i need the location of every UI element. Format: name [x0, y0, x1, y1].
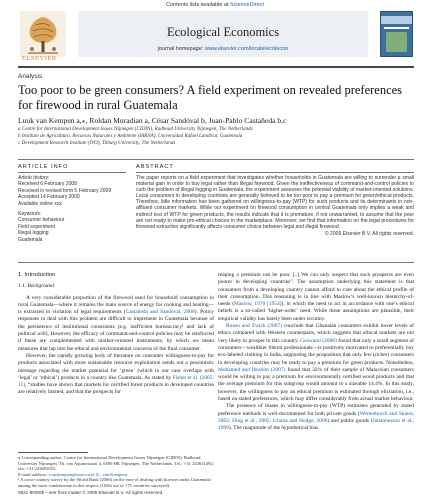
citation-link[interactable]: Castañeda and Sandoval, 2008 — [125, 309, 195, 316]
paragraph-text: The presence of biases in willingness-to-pay (WTP) estimates generated by stated preference methods is well-documented for both private goods ( — [218, 403, 414, 417]
body-right-column — [218, 272, 414, 433]
sciencedirect-link[interactable]: ScienceDirect — [229, 2, 264, 8]
article-info-heading: ARTICLE INFO — [18, 164, 69, 170]
keywords-label: Keywords: — [18, 211, 42, 218]
journal-header — [18, 11, 414, 66]
paragraph-text: reaping a premium can be poor. [..] We can only suspect that such prospects are even poorer in developing countries”. The assumption underlying this statement is that consumers from a developing country cannot afford to care about the ethical profile of their consumption. This reasoning is in line with Maslow’s well-known hierarchy-of-needs ( — [218, 272, 414, 308]
affiliation-c: c Development Research Institute (IVO), Tilburg University, The Netherlands — [18, 139, 176, 146]
journal-homepage — [78, 46, 368, 52]
front-matter-line: 0921-8009/$ – see front matter © 2009 Elsevier B.V. All rights reserved. — [18, 490, 164, 495]
footnote-1: ¹ A cross-country survey by the World Bank (2006) on the ease of dealing with licences ranks Guatemala among the most cumbersome in this respect (165th out of 175 countries surveyed). — [18, 477, 211, 488]
abstract-heading: ABSTRACT — [136, 164, 174, 170]
keyword: Illegal logging — [18, 230, 49, 237]
journal-title: Ecological Economics — [166, 25, 280, 39]
paragraph — [18, 295, 214, 353]
title-divider — [18, 159, 414, 160]
abstract-heading-rule — [136, 172, 414, 173]
corresponding-author-note: ⁎ Corresponding author. Centre for International Development Issues Nijmegen (CIDIN), Radboud University Nijmegen, Th. van Aquinostraat 4, 6500 HK Nijmegen, The Netherlands. Tel.: +31 243611492; fax: +31 243693952. — [18, 455, 214, 472]
info-heading-rule — [18, 172, 126, 173]
article-title: Too poor to be green consumers? A field experiment on revealed preferences for firewood in rural Guatemala — [18, 83, 403, 112]
journal-banner — [78, 11, 368, 57]
contents-available-bar — [0, 0, 430, 10]
citation-link[interactable]: Maslow, 1970 [1954] — [234, 301, 282, 308]
section-heading: 1. Introduction — [18, 272, 56, 278]
history-online: Available online xxx — [18, 200, 62, 207]
citation-link[interactable]: Mohamed and Ibrahim (2007) — [218, 366, 286, 373]
footnote-rule — [18, 452, 88, 453]
paragraph-text: However, the rapidly growing body of literature on consumer willingness-to-pay for products associated with more sustainable resource exploitation sends out a pessimistic message regarding the market potential for ‘green’ (which in our case overlaps with ‘legal’ or ‘ethical’) products in a country like Guatemala. As stated by — [18, 352, 214, 381]
footnotes — [18, 455, 214, 489]
paragraph-text: ). Policy responses to deal with this problem are difficult to implement in Guatemala because of the persistence of institutional constraints (e.g. inefficient bureaucracy¹ and lack of political will). However, the efficacy of command-and-control policies may be reinforced if these are complemented with market-oriented instruments, by which we mean measures that tap into the ethical and environmental concerns of the final consumer. — [18, 309, 214, 352]
journal-cover-icon — [380, 11, 413, 57]
history-received: Received 6 February 2008 — [18, 181, 77, 188]
citation-link[interactable]: Fisher et al. (2005: 11) — [18, 374, 214, 389]
email-link[interactable]: l.vankempen@maw.ru.nl (L. van Kempen). — [48, 471, 129, 477]
paragraph-text: ), in which the need to act in accordance with one’s ethical beliefs is a so-called ‘higher-order’ need. While these assumptions are plausible, their empirical validity has barely been under scrutiny. — [218, 301, 414, 322]
paragraph-text: , “studies have shown that markets for certified forest products in developed countries are relatively limited, and that the prospects for — [18, 382, 214, 396]
body-left-column — [18, 272, 214, 397]
article-info — [18, 175, 126, 243]
paragraph — [218, 403, 414, 432]
keyword: Consumer behaviour — [18, 217, 65, 224]
paragraph-text: found that 32% of their sample of Malaysian consumers would be willing to pay a premium for environmentally certified wood products and that the average premium for this subgroup would amount to a sizeable 14.4%. In this study, however, the willingness to pay an ethical premium is estimated through elicitation, i.e., based on stated preferences, which may differ considerably from actual market behaviour. — [218, 366, 414, 403]
history-label: Article history: — [18, 175, 50, 181]
email-label: E-mail address: — [18, 471, 49, 477]
paragraph — [18, 353, 214, 397]
paragraph-text: ) and public goods ( — [327, 417, 373, 424]
abstract-text: The paper reports on a field experiment that investigates whether households in Guatemala are willing to surrender a small material gain in order to buy legal rather than illegal firewood. Given the ineffectiveness of command-and-control policies to curb the problem of illegal logging in Guatemala, the experiment assesses the potential viability of market-oriented solutions. Local consumers in developing countries are generally believed to be too poor to pay a premium for green/ethical products. Therefore, little information has been gathered on willingness-to-pay (WTP) for such products and its determinants in non-affluent consumer markets. While our experiment on firewood consumption in central Guatemala only implies a weak and indirect test of WTP for green products, the results indicate that it is premature, if not unwarranted, to assume that the poor are not ready to make pro-ethical choices in the marketplace. Moreover, we find that information on the legal procedures for firewood extraction significantly affects consumer choice between legal and illegal firewood. — [136, 175, 414, 230]
paragraph-text: ). The magnitude of the hypothetical bias — [228, 425, 319, 432]
history-accepted: Accepted 14 February 2009 — [18, 194, 80, 201]
affiliation-a: a Centre for International Development Issues Nijmegen (CIDIN), Radboud University Nijmegen, The Netherlands — [18, 126, 253, 132]
affiliation-b: b Instituto de Agricultura, Recursos Naturales y Ambiente (IARNA), Universidad Rafael Landívar, Guatemala — [18, 132, 243, 139]
header-divider — [18, 66, 414, 68]
paragraph-text: conclude that Ghanaian consumers exhibit lower levels of ethics compared with Western counterparts, which suggests that ethical markets are not very likely to prosper in this country. — [218, 323, 414, 344]
history-revised: Received in revised form 5 February 2009 — [18, 187, 112, 194]
citation-link[interactable]: Goswami (2008) — [300, 337, 337, 344]
abstract-copyright: © 2009 Elsevier B.V. All rights reserved. — [324, 230, 414, 237]
citation-link[interactable]: Bonsu and Zwick (2007) — [226, 323, 282, 330]
article-section: Analysis — [18, 73, 43, 80]
contents-available-prefix: Contents lists available at — [166, 2, 230, 8]
abstract-body — [136, 175, 414, 237]
subsection-heading: 1.1. Background — [18, 283, 54, 290]
abstract-divider — [18, 262, 414, 263]
paragraph — [218, 323, 414, 403]
paragraph-text: found that only a small segment of consumers—wealthier liberal professionals—is positively motivated to preferentially buy eco-labeled clothing in India, supporting the proposition that only few (richer) consumers in developing countries may be ready to pay a premium for green products. Nonetheless, — [218, 337, 414, 366]
citation-link[interactable]: Wertenbroch and Skiera, 2002; Ding et al., 2005; Urama and Hodge, 2006 — [218, 410, 414, 424]
homepage-link[interactable]: www.elsevier.com/locate/ecolecon — [204, 46, 289, 52]
keyword: Guatemala — [18, 236, 43, 243]
publisher-name: ELSEVIER — [22, 55, 57, 62]
paragraph — [218, 272, 414, 323]
keyword: Field experiment — [18, 223, 55, 230]
elsevier-tree-icon — [20, 11, 66, 57]
affiliations — [18, 126, 414, 146]
paragraph-text: A very considerable proportion of the firewood used for household consumption in rural Guatemala—where it remains the main source of energy for cooking and heating—is extracted in violation of legal requirements ( — [18, 294, 214, 316]
citation-link[interactable]: Johannesson et al., 1999 — [218, 417, 414, 432]
homepage-prefix: journal homepage: — [157, 46, 205, 52]
author-list: Luuk van Kempen a,⁎, Roldan Muradian a, César Sandóval b, Juan-Pablo Castañeda b,c — [18, 116, 287, 125]
